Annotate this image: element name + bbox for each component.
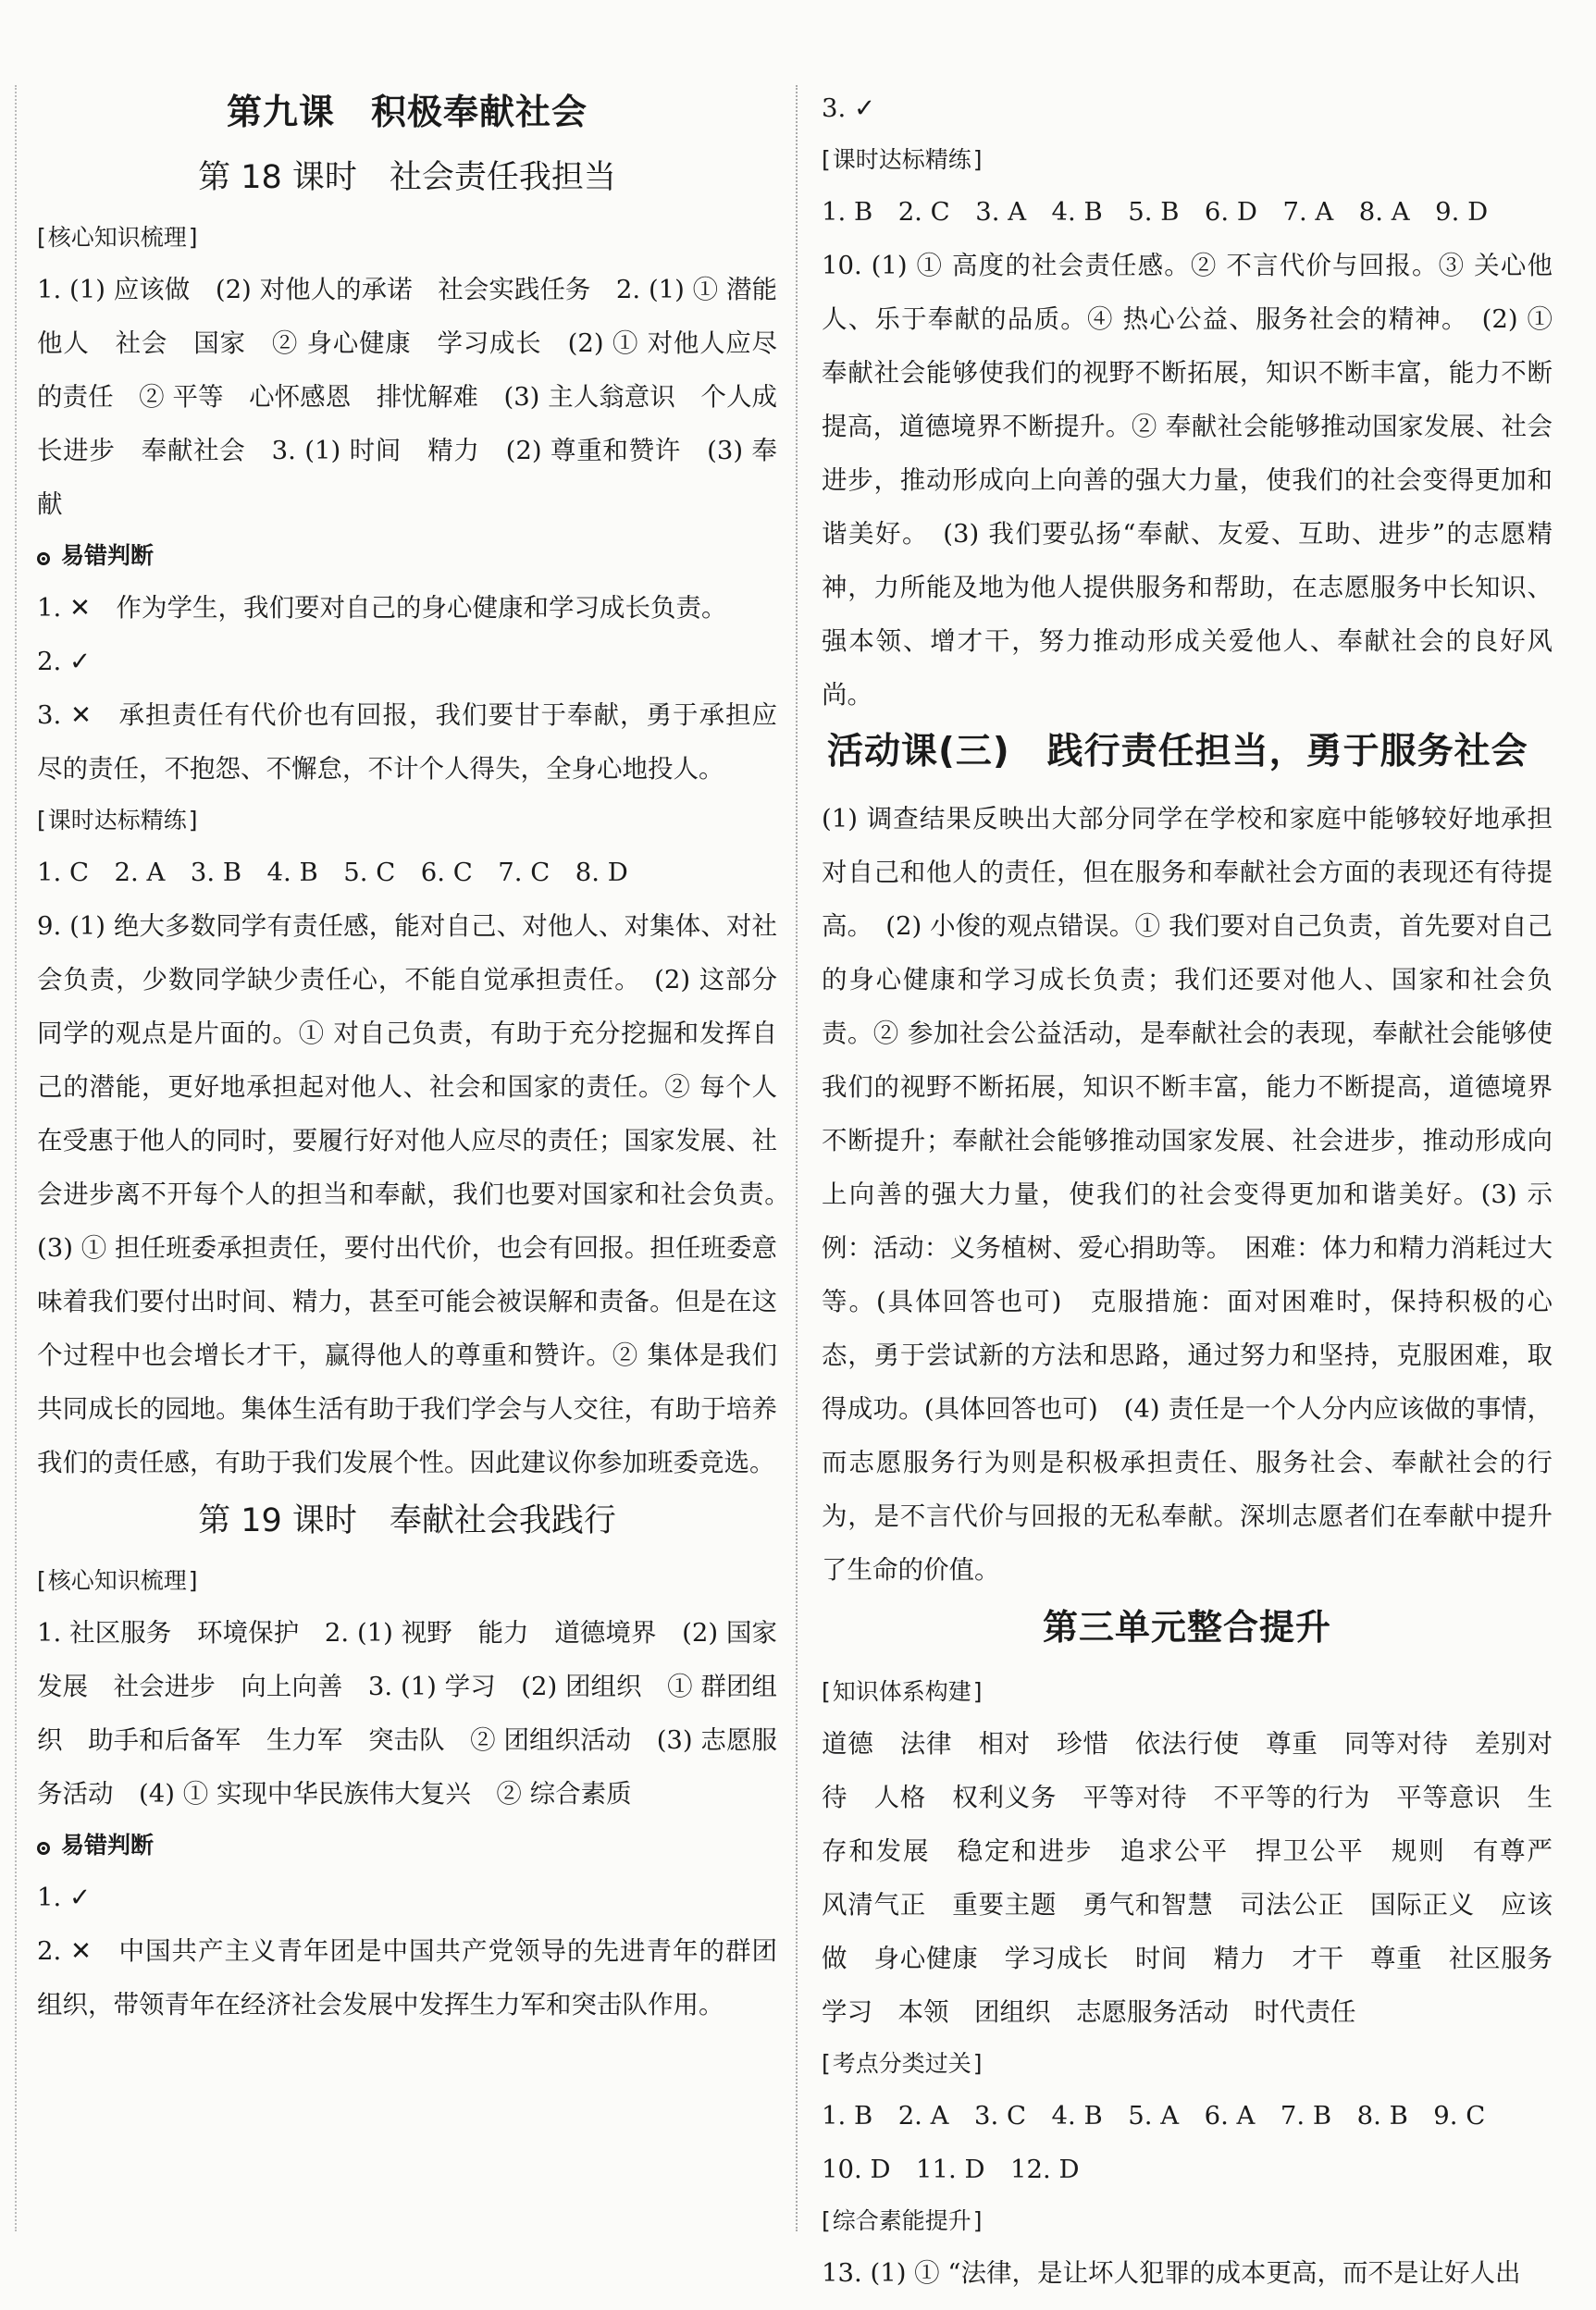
easy-wrong-heading-19 [37, 1821, 777, 1871]
section-core-knowledge: [ 核心知识梳理 ] [37, 213, 777, 263]
core-knowledge-answers: 1. (1) 应该做 (2) 对他人的承诺 社会实践任务 2. (1) ① 潜能 他人 社会 国家 ② 身心健康 学习成长 (2) ① 对他人应尽的责任 ② 平等 心怀感恩 排忧解难 (3) 主人翁意识 个人成长进步 奉献社会 3. (1) 时间 精力 (2) 尊重和赞许 (3) 奉献 [37, 275, 803, 519]
unit-title: 第三单元整合提升 [1042, 1607, 1331, 1648]
lesson-title: 第九课 积极奉献社会 [226, 92, 588, 132]
question-9-answer: 9. (1) 绝大多数同学有责任感，能对自己、对他人、对集体、对社会负责，少数同学缺少责任心，不能自觉承担责任。 (2) 这部分同学的观点是片面的。① 对自己负责，有助于充分挖掘和发挥自己的潜能，更好地承担起对他人、社会和国家的责任。② 每个人在受惠于他人的同时，要履行好对他人应尽的责任；国家发展、社会进步离不开每个人的担当和奉献，我们也要对国家和社会负责。 (3) ① 担任班委承担责任，要付出代价，也会有回报。担任班委意味着我们要付出时间、精力，甚至可能会被误解和责备。但是在这个过程中也会增长才干，赢得他人的尊重和赞许。② 集体是我们共同成长的园地。集体生活有助于我们学会与人交往，有助于培养我们的责任感，有助于我们发展个性。因此建议你参加班委竞选。 [37, 911, 803, 1477]
easy-wrong-19-2: 2. ✕ 中国共产主义青年团是中国共产党领导的先进青年的群团组织，带领青年在经济社会发展中发挥生力军和突击队作用。 [37, 1936, 777, 2020]
easy-wrong-19-1: 1. ✓ [37, 1883, 92, 1912]
easy-wrong-3: 3. ✕ 承担责任有代价也有回报，我们要甘于奉献，勇于承担应尽的责任，不抱怨、不懈怠，不计个人得失，全身心地投人。 [37, 700, 777, 784]
left-margin-rule [15, 85, 17, 2231]
easy-wrong-label-19: 易错判断 [61, 1832, 155, 1859]
period-18-title: 第 18 课时 社会责任我担当 [198, 159, 616, 196]
question-10-answer: 10. (1) ① 高度的社会责任感。② 不言代价与回报。③ 关心他人、乐于奉献的品质。④ 热心公益、服务社会的精神。 (2) ① 奉献社会能够使我们的视野不断拓展，知识不断丰富，能力不断提高，道德境界不断提升。② 奉献社会能够推动国家发展、社会进步，推动形成向上向善的强大力量，使我们的社会变得更加和谐美好。 (3) 我们要弘扬“奉献、友爱、互助、进步”的志愿精神，力所能及地为他人提供服务和帮助，在志愿服务中长知识、强本领、增才干，努力推动形成关爱他人、奉献社会的良好风尚。 [822, 251, 1553, 710]
multiple-choice-answers-19: 1. B 2. C 3. A 4. B 5. B 6. D 7. A 8. A 9. D [822, 197, 1489, 227]
activity-answer: (1) 调查结果反映出大部分同学在学校和家庭中能够较好地承担对自己和他人的责任，但在服务和奉献社会方面的表现还有待提高。 (2) 小俊的观点错误。① 我们要对自己负责，首先要对自己的身心健康和学习成长负责；我们还要对他人、国家和社会负责。② 参加社会公益活动，是奉献社会的表现，奉献社会能够使我们的视野不断拓展，知识不断丰富，能力不断提高，道德境界不断提升；奉献社会能够推动国家发展、社会进步，推动形成向上向善的强大力量，使我们的社会变得更加和谐美好。(3) 示例：活动：义务植树、爱心捐助等。 困难：体力和精力消耗过大等。(具体回答也可) 克服措施：面对困难时，保持积极的心态，勇于尝试新的方法和思路，通过努力和坚持，克服困难，取得成功。(具体回答也可) (4) 责任是一个人分内应该做的事情，而志愿服务行为则是积极承担责任、服务社会、奉献社会的行为，是不言代价与回报的无私奉献。深圳志愿者们在奉献中提升了生命的价值。 [822, 804, 1553, 1585]
section-knowledge-system: [ 知识体系构建 ] [822, 1667, 1553, 1717]
easy-wrong-label: 易错判断 [61, 542, 155, 569]
section-practice: [ 课时达标精练 ] [37, 796, 777, 846]
knowledge-system-answers: 道德 法律 相对 珍惜 依法行使 尊重 同等对待 差别对待 人格 权利义务 平等对待 不平等的行为 平等意识 生存和发展 稳定和进步 追求公平 捍卫公平 规则 有尊严 风清气正 重要主题 勇气和智慧 司法公正 国际正义 应该做 身心健康 学习成长 时间 精力 才干 尊重 社区服务 学习 本领 团组织 志愿服务活动 时代责任 [822, 1729, 1578, 2027]
section-exam-points: [ 考点分类过关 ] [822, 2039, 1553, 2089]
target-icon [37, 552, 50, 565]
section-comprehensive: [ 综合素能提升 ] [822, 2196, 1553, 2246]
easy-wrong-2: 2. ✓ [37, 647, 92, 676]
top-answer: 3. ✓ [822, 93, 876, 123]
column-divider [796, 85, 798, 2231]
activity-title: 活动课(三) 践行责任担当，勇于服务社会 [827, 731, 1528, 772]
easy-wrong-1: 1. ✕ 作为学生，我们要对自己的身心健康和学习成长负责。 [37, 593, 727, 623]
section-core-knowledge-19: [ 核心知识梳理 ] [37, 1556, 777, 1606]
section-practice-19: [ 课时达标精练 ] [822, 135, 1553, 185]
exam-mc-answers-2: 10. D 11. D 12. D [822, 2155, 1080, 2184]
period-19-title: 第 19 课时 奉献社会我践行 [198, 1502, 616, 1539]
exam-mc-answers-1: 1. B 2. A 3. C 4. B 5. A 6. A 7. B 8. B 9. C [822, 2101, 1486, 2131]
question-13-answer: 13. (1) ① “法律，是让坏人犯罪的成本更高，而不是让好人出 [822, 2258, 1521, 2288]
core-knowledge-answers-19: 1. 社区服务 环境保护 2. (1) 视野 能力 道德境界 (2) 国家发展 社会进步 向上向善 3. (1) 学习 (2) 团组织 ① 群团组织 助手和后备军 生力军 突击队 ② 团组织活动 (3) 志愿服务活动 (4) ① 实现中华民族伟大复兴 ② 综合素质 [37, 1618, 777, 1809]
right-column [822, 81, 1578, 2300]
multiple-choice-answers: 1. C 2. A 3. B 4. B 5. C 6. C 7. C 8. D [37, 858, 628, 887]
easy-wrong-heading [37, 531, 777, 581]
left-column [37, 81, 803, 2032]
target-icon [37, 1842, 50, 1855]
